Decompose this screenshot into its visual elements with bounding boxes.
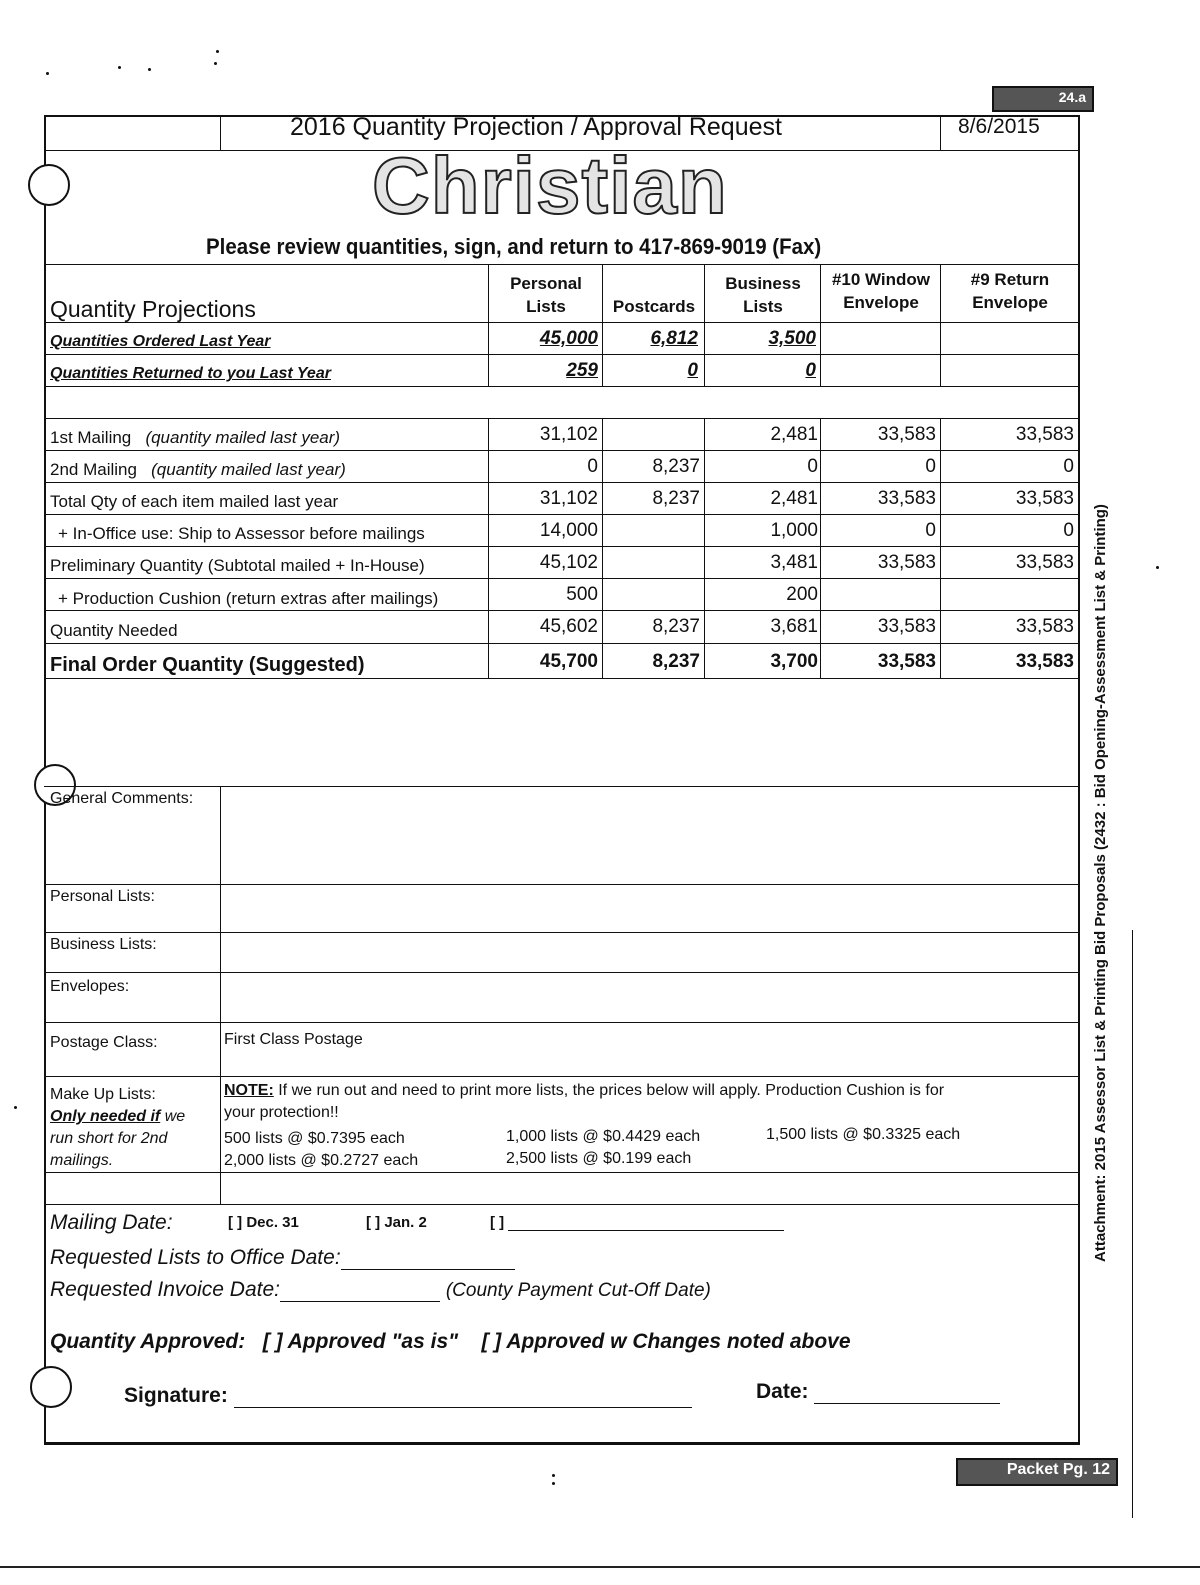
row-label-2nd-mailing [50,460,346,480]
cell-value: 500 [566,584,598,605]
scan-speck [14,1106,17,1109]
row-label-final-order-quantity: Final Order Quantity (Suggested) [50,654,365,676]
table-col-line [704,264,705,386]
cell-value: 2,481 [770,424,818,445]
row-label-text: 2nd Mailing [50,460,137,479]
make-up-lists-label [50,1084,218,1172]
comments-rule [44,884,1080,885]
make-up-line [50,1150,218,1172]
cell-value: 0 [1063,456,1074,477]
form-date: 8/6/2015 [958,115,1040,138]
note-text: If we run out and need to print more lists, the prices below will apply. Production Cushion is for [278,1082,945,1099]
row-label-in-office-use: + In-Office use: Ship to Assessor before mailings [58,524,425,543]
lists-to-office-date [50,1246,515,1270]
make-up-line: Make Up Lists: [50,1086,156,1103]
table-rule [44,482,1080,483]
cell-value: 3,481 [770,552,818,573]
make-up-line [50,1128,218,1150]
make-up-word: mailings. [50,1152,114,1169]
cell-value: 0 [925,520,936,541]
approved-with-changes-option[interactable]: [ ] Approved w Changes noted above [481,1330,851,1353]
cell-value: 33,583 [877,552,936,573]
note-line: your protection!! [224,1104,339,1121]
mailing-date-label: Mailing Date: [50,1211,173,1234]
cell-value: 0 [1063,520,1074,541]
table-col-line [488,264,489,386]
comments-rule [44,972,1080,973]
side-rule [1132,930,1133,1518]
col-header-line1: Business [725,274,801,293]
table-rule [44,386,1080,387]
return-instruction: Please review quantities, sign, and return to 417-869-9019 (Fax) [206,234,822,259]
form-title: 2016 Quantity Projection / Approval Request [290,113,782,141]
punch-hole [30,1366,72,1408]
cell-value: 0 [687,360,698,381]
cell-value: 8,237 [652,456,700,477]
col-header-line1: Personal [510,274,582,293]
invoice-date [50,1278,711,1302]
county-name: Christian [372,141,728,230]
header-divider [220,115,221,150]
cell-value: 0 [587,456,598,477]
make-up-line [50,1106,218,1128]
col-personal-lists [490,272,602,318]
business-lists-label: Business Lists: [50,936,157,953]
postage-class-value: First Class Postage [224,1031,363,1048]
approved-as-is-option[interactable]: [ ] Approved "as is" [262,1330,459,1353]
cell-value: 2,481 [770,488,818,509]
cell-value: 3,700 [770,651,818,672]
table-col-line [820,264,821,386]
cell-value: 3,500 [768,328,816,349]
table-col-line [940,264,941,386]
option-other[interactable] [490,1214,784,1231]
page-badge: 24.a [992,86,1094,112]
col-header-line2: Envelope [972,293,1048,312]
invoice-date-note: (County Payment Cut-Off Date) [445,1280,711,1301]
only-needed-if: Only needed if [50,1108,161,1125]
row-label-note: (quantity mailed last year) [145,428,341,447]
cell-value: 33,583 [877,488,936,509]
envelopes-label: Envelopes: [50,978,130,995]
table-col-line [602,264,603,386]
price-item: 2,500 lists @ $0.199 each [506,1150,692,1167]
col-header-line2: Lists [743,297,783,316]
row-label-ordered-last-year: Quantities Ordered Last Year [50,333,271,350]
cell-value: 0 [805,360,816,381]
price-note [224,1080,1074,1124]
option-jan-2[interactable]: [ ] Jan. 2 [366,1214,427,1231]
general-comments-label: General Comments: [50,790,194,807]
cell-value: 33,583 [877,616,936,637]
col-header-line2: Postcards [612,297,696,316]
row-label-quantity-needed: Quantity Needed [50,621,178,640]
cell-value: 259 [566,360,598,381]
scan-speck [216,50,219,53]
invoice-date-label: Requested Invoice Date: [50,1278,280,1301]
row-label-production-cushion: + Production Cushion (return extras after mailings) [58,589,439,608]
price-item: 1,500 lists @ $0.3325 each [766,1126,961,1143]
table-col-line [602,418,603,678]
cell-value: 45,700 [539,651,598,672]
cell-value: 33,583 [877,424,936,445]
comments-rule [44,1076,1080,1077]
quantity-approved [50,1330,851,1354]
table-rule [44,322,1080,323]
row-label-preliminary-quantity: Preliminary Quantity (Subtotal mailed + In-House) [50,556,425,575]
cell-value: 8,237 [652,651,700,672]
row-label-total-qty: Total Qty of each item mailed last year [50,492,339,511]
scan-speck [552,1482,555,1485]
row-label-text: 1st Mailing [50,428,132,447]
table-col-line [488,418,489,678]
signature-label: Signature: [124,1384,228,1407]
row-label-1st-mailing [50,428,340,448]
comments-rule [44,1172,1080,1173]
cell-value: 33,583 [1015,488,1074,509]
col-10-window-envelope [822,268,940,314]
table-rule [44,418,1080,419]
cell-value: 14,000 [539,520,598,541]
cell-value: 33,583 [1015,424,1074,445]
note-line [224,1080,1074,1102]
price-item: 1,000 lists @ $0.4429 each [506,1128,701,1145]
comments-rule [44,1022,1080,1023]
cell-value: 0 [925,456,936,477]
header-divider [940,115,941,150]
cell-value: 3,681 [770,616,818,637]
cell-value: 33,583 [1015,651,1074,672]
col-header-line1 [604,272,704,295]
col-postcards [604,272,704,318]
cell-value: 45,602 [539,616,598,637]
table-col-line [940,418,941,678]
make-up-word: run short for 2nd [50,1130,168,1147]
col-header-line2: Envelope [843,293,919,312]
row-label-returned-last-year: Quantities Returned to you Last Year [50,365,331,382]
scan-speck [148,68,151,71]
cell-value: 1,000 [770,520,818,541]
cell-value: 6,812 [650,328,698,349]
lists-to-office-line[interactable] [341,1249,515,1270]
lists-to-office-label: Requested Lists to Office Date: [50,1246,341,1269]
comments-rule [44,786,1080,787]
signature-line[interactable] [234,1385,692,1408]
option-dec-31[interactable]: [ ] Dec. 31 [228,1214,299,1231]
col-header-line2: Lists [526,297,566,316]
date-line[interactable] [814,1381,1000,1404]
scan-speck [552,1474,555,1477]
table-rule [44,678,1080,679]
comments-rule [44,932,1080,933]
col-9-return-envelope [942,268,1078,314]
table-rule [44,354,1080,355]
section-title: Quantity Projections [50,296,256,322]
price-item: 500 lists @ $0.7395 each [224,1130,405,1147]
table-col-line [820,418,821,678]
cell-value: 0 [807,456,818,477]
invoice-date-line[interactable] [280,1281,440,1302]
cell-value: 33,583 [877,651,936,672]
attachment-side-text: Attachment: 2015 Assessor List & Printing Bid Proposals (2432 : Bid Opening-Assessment List & Printing) [1092,504,1109,1262]
table-rule [44,610,1080,611]
cell-value: 31,102 [539,424,598,445]
cell-value: 45,102 [539,552,598,573]
scan-speck [1156,566,1159,569]
scan-speck [46,72,49,75]
table-rule [44,643,1080,644]
packet-page-badge: Packet Pg. 12 [956,1458,1118,1486]
table-rule [44,514,1080,515]
cell-value: 200 [786,584,818,605]
table-rule [44,546,1080,547]
note-prefix: NOTE: [224,1082,274,1099]
scan-edge [0,1566,1200,1568]
price-item: 2,000 lists @ $0.2727 each [224,1152,419,1169]
scan-speck [118,66,121,69]
row-label-note: (quantity mailed last year) [151,460,346,479]
cell-value: 33,583 [1015,552,1074,573]
table-rule [44,450,1080,451]
option-other-bracket: [ ] [490,1214,505,1231]
cell-value: 8,237 [652,616,700,637]
punch-hole [28,164,70,206]
col-business-lists [706,272,820,318]
personal-lists-label: Personal Lists: [50,888,155,905]
table-rule [44,578,1080,579]
scan-speck [214,62,217,65]
other-date-line[interactable] [508,1216,784,1231]
cell-value: 8,237 [652,488,700,509]
col-header-line1: #9 Return [970,270,1050,289]
cell-value: 31,102 [539,488,598,509]
date-row [756,1380,1000,1404]
make-up-word: we [164,1108,186,1125]
col-header-line1: #10 Window [831,270,931,289]
cell-value: 45,000 [539,328,598,349]
signature-row [124,1384,692,1408]
quantity-approved-label: Quantity Approved: [50,1330,246,1353]
cell-value: 33,583 [1015,616,1074,637]
comments-rule [44,1204,1080,1205]
table-col-line [704,418,705,678]
comments-col-line [220,786,221,1204]
instruction-rule [44,264,1080,265]
postage-class-label: Postage Class: [50,1034,158,1051]
date-label: Date: [756,1380,809,1403]
